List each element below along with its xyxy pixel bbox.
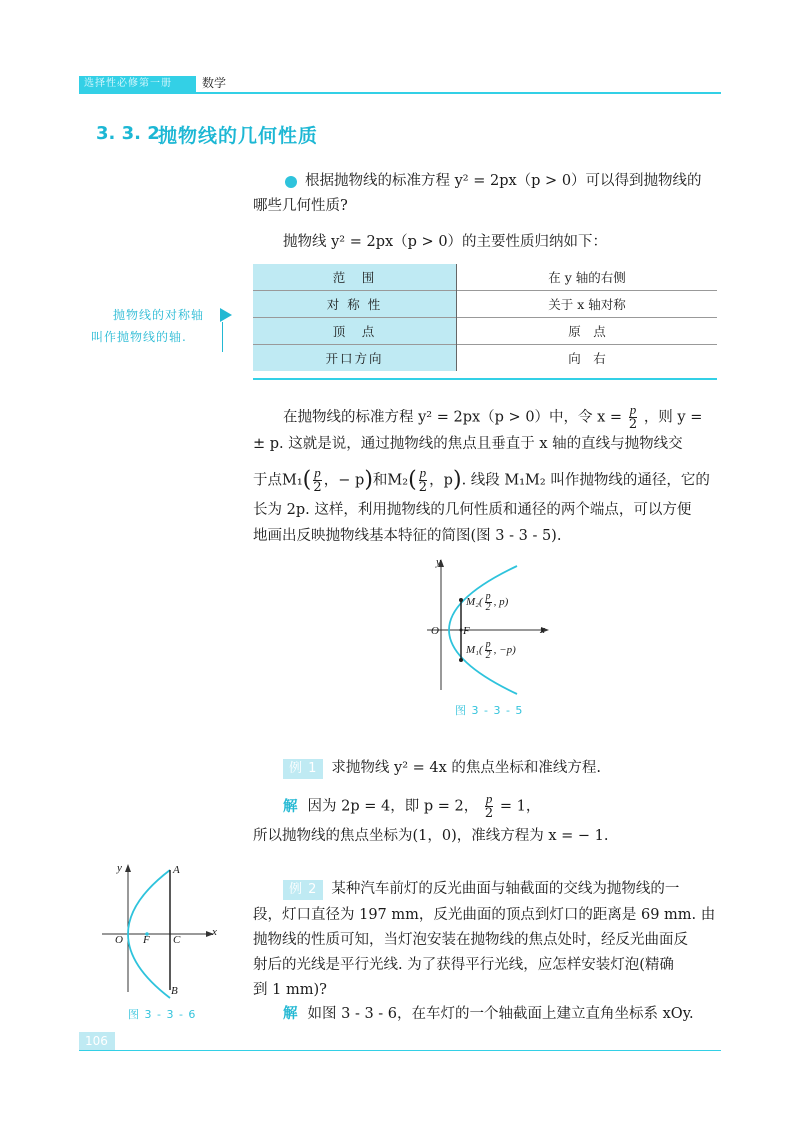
para-line-2: ± p. 这就是说，通过抛物线的焦点且垂直于 x 轴的直线与抛物线交	[253, 436, 683, 452]
fraction-p-over-2	[485, 592, 492, 613]
para-line-3d: ，p	[429, 472, 453, 489]
fig336-y-label: y	[117, 862, 122, 874]
note-arrow-icon	[218, 306, 234, 324]
fraction-num: p	[419, 465, 427, 480]
fig336-x-label: x	[212, 926, 217, 938]
para-line-1	[283, 403, 702, 432]
table-value: 关于 x 轴对称	[457, 291, 718, 318]
section-title: 抛物线的几何性质	[158, 125, 319, 147]
table-row	[253, 264, 717, 291]
paren-close: )	[452, 467, 462, 493]
example-2-line-2: 段，灯口直径为 197 mm，反光曲面的顶点到灯口的距离是 69 mm. 由	[253, 907, 716, 923]
para-line-3c: 和M₂	[372, 472, 409, 489]
example-2-solution	[283, 1004, 694, 1024]
fig335-m2-label	[466, 592, 508, 613]
fraction-p-over-2	[485, 792, 494, 821]
table-value: 向 右	[457, 345, 718, 372]
table-row	[253, 345, 717, 372]
y-axis-arrow	[125, 864, 131, 872]
figure-3-3-5	[425, 555, 555, 695]
fig335-m2-b: , p)	[493, 596, 509, 609]
fraction-den: 2	[485, 650, 491, 661]
table-row	[253, 291, 717, 318]
example-1-solution	[283, 792, 540, 821]
table-label: 开口方向	[253, 345, 457, 372]
table-row	[253, 318, 717, 345]
paren-open: (	[302, 467, 312, 493]
fig335-m1-a: M₁(	[466, 644, 483, 657]
header-subject: 数学	[202, 76, 227, 90]
example-2-line-4: 射后的光线是平行光线. 为了获得平行光线，应怎样安装灯泡(精确	[253, 957, 674, 973]
example-2-line-3: 抛物线的性质可知，当灯泡安装在抛物线的焦点处时，经反光曲面反	[253, 932, 688, 948]
fig336-caption: 图 3 - 3 - 6	[128, 1008, 197, 1021]
properties-table	[253, 264, 717, 371]
example-1	[283, 758, 601, 779]
page-number: 106	[85, 1034, 108, 1048]
para-line-3	[253, 466, 710, 495]
paren-close: )	[364, 467, 373, 493]
table-label: 对 称 性	[253, 291, 457, 318]
fig335-caption: 图 3 - 3 - 5	[455, 704, 524, 717]
para-line-4: 长为 2p. 这样，利用抛物线的几何性质和通径的两个端点，可以方便	[253, 502, 692, 518]
fig335-f-label: F	[463, 625, 470, 637]
header-series: 选择性必修第一册	[84, 78, 172, 89]
para-line-5: 地画出反映抛物线基本特征的简图(图 3 - 3 - 5).	[253, 528, 562, 544]
fraction-p-over-2	[313, 466, 322, 495]
fig335-y-label: y	[436, 556, 441, 568]
note-bracket	[222, 322, 223, 352]
example-1-badge: 例 1	[283, 759, 323, 779]
fig335-m1-b: , −p)	[493, 644, 516, 657]
fraction-num: p	[629, 402, 637, 417]
question-bullet-icon	[285, 176, 297, 188]
margin-note-line-2: 叫作抛物线的轴.	[91, 330, 187, 344]
example-2-text-1: 某种汽车前灯的反光曲面与轴截面的交线为抛物线的一	[331, 881, 680, 897]
fraction-p-over-2	[629, 403, 638, 432]
question-line-2: 哪些几何性质?	[253, 198, 348, 214]
fig335-m2-a: M₂(	[466, 596, 483, 609]
example-1-sol-label: 解	[283, 798, 298, 815]
example-2-sol-text: 如图 3 - 3 - 6，在车灯的一个轴截面上建立直角坐标系 xOy.	[307, 1006, 694, 1022]
fraction-den: 2	[485, 602, 491, 613]
table-label: 顶 点	[253, 318, 457, 345]
fig335-x-label: x	[540, 624, 545, 636]
fig336-c-label: C	[173, 934, 181, 946]
fraction-p-over-2	[419, 466, 428, 495]
fraction-den: 2	[628, 417, 638, 432]
question-line-1: 根据抛物线的标准方程 y² = 2px（p > 0）可以得到抛物线的	[305, 173, 702, 189]
para-line-1a: 在抛物线的标准方程 y² = 2px（p > 0）中，令 x =	[283, 409, 623, 426]
fig336-o-label: O	[115, 934, 123, 946]
example-2-badge: 例 2	[283, 880, 323, 900]
fraction-num: p	[485, 639, 491, 650]
para-line-3b: ，− p	[323, 472, 365, 489]
fraction-den: 2	[418, 480, 428, 495]
example-1-result: 所以抛物线的焦点坐标为(1，0)，准线方程为 x = − 1.	[253, 828, 609, 844]
figure-3-3-6	[100, 860, 230, 1000]
fig336-f-label: F	[143, 934, 150, 946]
para-line-1b: ，则 y =	[643, 409, 703, 426]
point-m1	[459, 658, 463, 662]
fraction-num: p	[485, 791, 493, 806]
fraction-p-over-2	[485, 640, 492, 661]
section-number: 3. 3. 2	[96, 123, 160, 144]
fraction-num: p	[485, 591, 491, 602]
margin-note-line-1: 抛物线的对称轴	[113, 308, 205, 322]
fraction-den: 2	[484, 806, 494, 821]
example-1-sol-a: 因为 2p = 4，即 p = 2，	[307, 798, 479, 815]
table-value: 原 点	[457, 318, 718, 345]
header-rule	[79, 92, 721, 94]
fig335-m1-label	[466, 640, 516, 661]
table-value: 在 y 轴的右侧	[457, 264, 718, 291]
fig336-a-label: A	[173, 864, 180, 876]
example-1-sol-b: = 1，	[499, 798, 541, 815]
summary-intro: 抛物线 y² = 2px（p > 0）的主要性质归纳如下：	[283, 234, 608, 250]
para-line-3a: 于点M₁	[253, 472, 303, 489]
table-bottom-rule	[253, 378, 717, 380]
para-line-3e: . 线段 M₁M₂ 叫作抛物线的通径，它的	[461, 472, 710, 489]
example-1-text: 求抛物线 y² = 4x 的焦点坐标和准线方程.	[331, 760, 602, 776]
table-label: 范 围	[253, 264, 457, 291]
example-2-line-1	[283, 879, 679, 900]
paren-open: (	[408, 467, 417, 493]
fraction-den: 2	[313, 480, 322, 495]
fig335-o-label: O	[431, 625, 439, 637]
footer-rule	[79, 1050, 721, 1051]
point-m2	[459, 598, 463, 602]
fig336-b-label: B	[171, 985, 178, 997]
fraction-num: p	[314, 465, 321, 480]
example-2-line-5: 到 1 mm)?	[253, 982, 327, 998]
example-2-sol-label: 解	[283, 1006, 298, 1022]
